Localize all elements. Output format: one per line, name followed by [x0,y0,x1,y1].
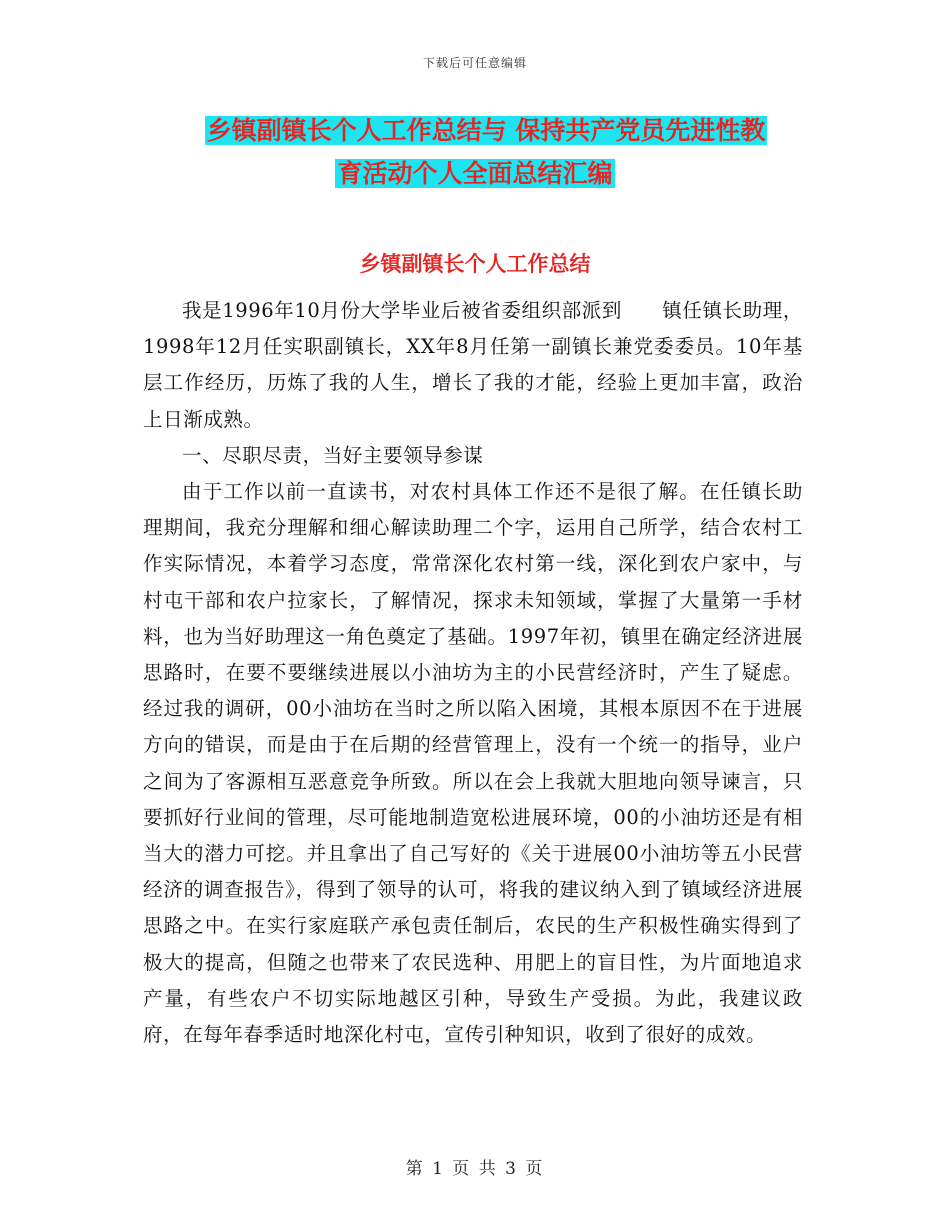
document-title-highlight-2: 育活动个人全面总结汇编 [337,159,613,188]
page-header-note: 下载后可任意编辑 [422,56,527,70]
document-title-line-2 [0,156,950,192]
section-title: 乡镇副镇长个人工作总结 [359,252,591,276]
paragraph-body-1: 由于工作以前一直读书，对农村具体工作还不是很了解。在任镇长助理期间，我充分理解和细心解读助理二个字，运用自己所学，结合农村工作实际情况，本着学习态度，常常深化农村第一线，深化到农户家中，与村屯干部和农户拉家长，了解情况，探求未知领域，掌握了大量第一手材料，也为当好助理这一角色奠定了基础。1997年初，镇里在确定经济进展思路时，在要不要继续进展以小油坊为主的小民营经济时，产生了疑虑。经过我的调研，00小油坊在当时之所以陷入困境，其根本原因不在于进展方向的错误，而是由于在后期的经营管理上，没有一个统一的指导，业户之间为了客源相互恶意竞争所致。所以在会上我就大胆地向领导谏言，只要抓好行业间的管理，尽可能地制造宽松进展环境，00的小油坊还是有相当大的潜力可挖。并且拿出了自己写好的《关于进展00小油坊等五小民营经济的调查报告》，得到了领导的认可，将我的建议纳入到了镇域经济进展思路之中。在实行家庭联产承包责任制后，农民的生产积极性确实得到了极大的提高，但随之也带来了农民选种、用肥上的盲目性，为片面地追求产量，有些农户不切实际地越区引种，导致生产受损。为此，我建议政府，在每年春季适时地深化村屯，宣传引种知识，收到了很好的成效。 [143,480,803,1047]
paragraph-intro: 我是1996年10月份大学毕业后被省委组织部派到 镇任镇长助理，1998年12月任实职副镇长，XX年8月任第一副镇长兼党委委员。10年基层工作经历，历炼了我的人生，增长了我的才能，经验上更加丰富，政治上日渐成熟。 [143,299,803,431]
document-title-line-1 [0,113,950,149]
document-body [143,293,803,1053]
document-title-highlight-1: 乡镇副镇长个人工作总结与 保持共产党员先进性教 [206,116,766,145]
paragraph-heading-1: 一、尽职尽责，当好主要领导参谋 [182,443,484,467]
page-footer: 第 1 页 共 3 页 [405,1159,545,1179]
